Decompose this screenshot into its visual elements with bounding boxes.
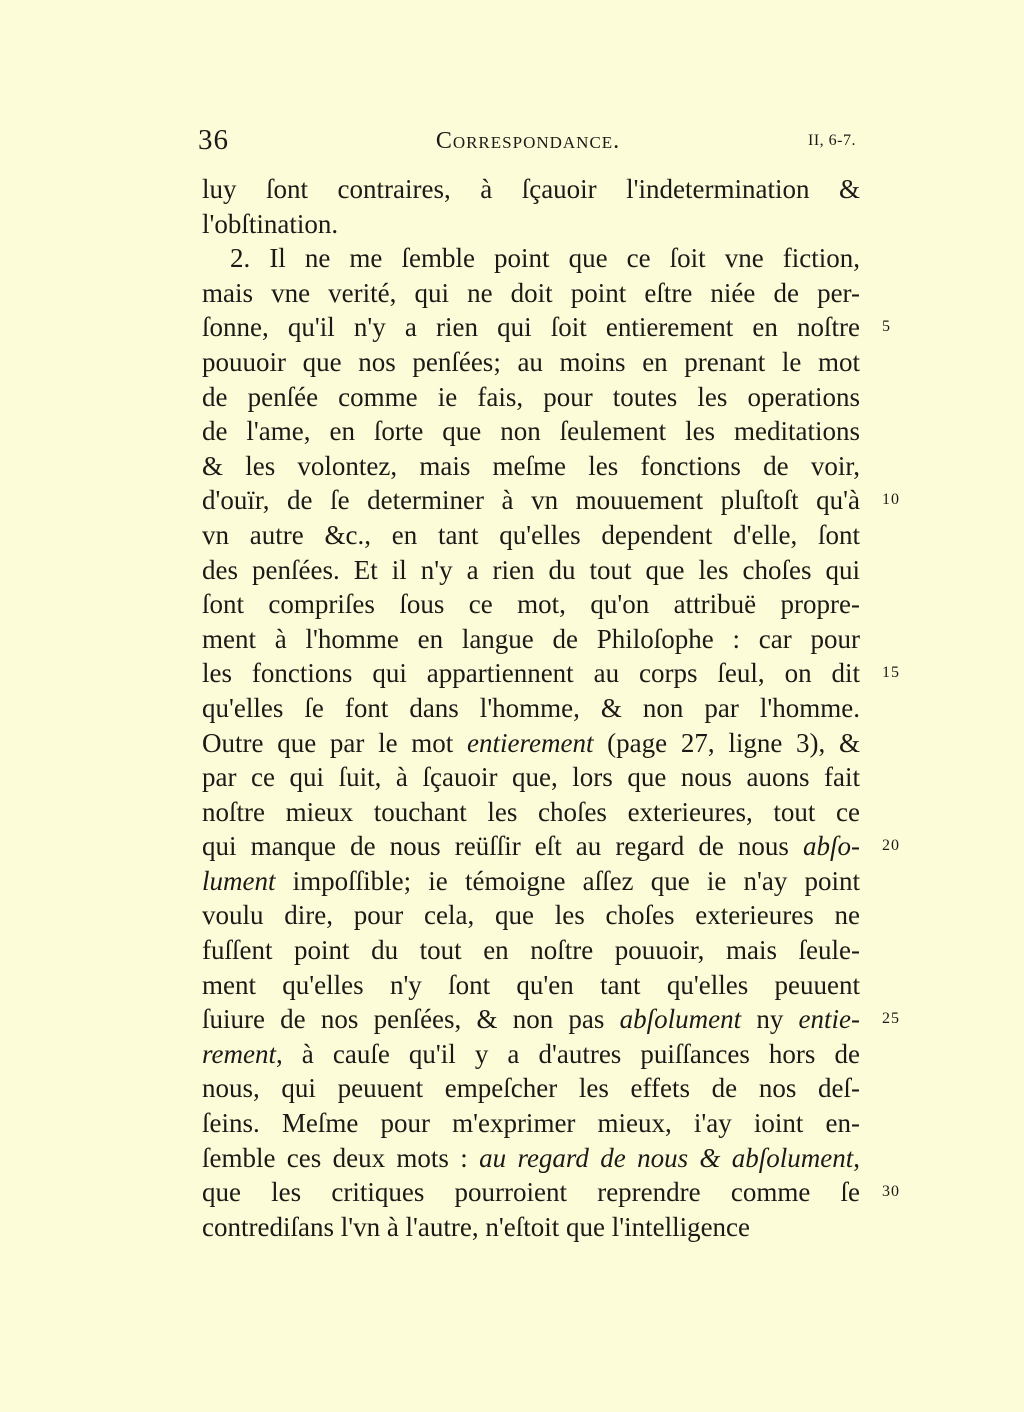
text-line — [202, 760, 860, 795]
line-text: fuſſent point du tout en noſtre pouuoir, mais ſeule- — [202, 935, 860, 966]
text-segment: impoſſible; ie témoigne aſſez que ie n'ay point — [275, 865, 860, 896]
line-text: par ce qui ſuit, à ſçauoir que, lors que nous auons fait — [202, 762, 860, 793]
text-line — [202, 553, 860, 588]
text-line — [202, 795, 860, 830]
text-line — [202, 414, 860, 449]
line-text: pouuoir que nos penſées; au moins en prenant le mot — [202, 346, 860, 377]
line-text: des penſées. Et il n'y a rien du tout que les choſes qui — [202, 554, 860, 585]
text-line — [202, 1037, 860, 1072]
line-text: 2. Il ne me ſemble point que ce ſoit vne fiction, — [230, 243, 860, 274]
text-line — [202, 1071, 860, 1106]
line-text: nous, qui peuuent empeſcher les effets de nos deſ- — [202, 1073, 860, 1104]
text-segment: ſuiure de nos penſées, & non pas — [202, 1004, 620, 1035]
line-text: & les volontez, mais meſme les fonctions de voir, — [202, 450, 860, 481]
text-line — [202, 276, 860, 311]
text-segment: , à cauſe qu'il y a d'autres puiſſances hors de — [275, 1038, 860, 1069]
text-line — [202, 587, 860, 622]
line-text: de l'ame, en ſorte que non ſeulement les meditations — [202, 416, 860, 447]
line-text: ment qu'elles n'y ſont qu'en tant qu'elles peuuent — [202, 969, 860, 1000]
line-text — [202, 831, 860, 861]
line-text: qu'elles ſe font dans l'homme, & non par l'homme. — [202, 692, 860, 723]
italic-text: abſolument — [619, 1004, 742, 1035]
line-text: ſeins. Meſme pour m'exprimer mieux, i'ay ioint en- — [202, 1108, 860, 1139]
text-line — [202, 345, 860, 380]
text-line — [202, 1002, 900, 1037]
text-line — [202, 898, 860, 933]
body-text — [202, 172, 900, 1244]
line-text: que les critiques pourroient reprendre comme ſe — [202, 1177, 860, 1208]
line-text: ſonne, qu'il n'y a rien qui ſoit entierement en noſtre — [202, 312, 860, 343]
text-line — [202, 518, 860, 553]
italic-text: lument — [202, 865, 276, 896]
text-line — [202, 310, 891, 345]
line-text — [202, 1004, 860, 1034]
line-text: de penſée comme ie fais, pour toutes les operations — [202, 381, 860, 412]
italic-text: entierement — [467, 727, 594, 758]
italic-text: entie- — [798, 1004, 860, 1035]
text-line — [202, 864, 860, 899]
line-text: vn autre &c., en tant qu'elles dependent d'elle, ſont — [202, 519, 860, 550]
line-text: noſtre mieux touchant les choſes exterieures, tout ce — [202, 796, 860, 827]
line-text: d'ouïr, de ſe determiner à vn mouuement pluſtoſt qu'à — [202, 485, 860, 516]
text-line — [202, 449, 860, 484]
text-line — [202, 380, 860, 415]
text-segment: Outre que par le mot — [202, 727, 468, 758]
line-text: luy ſont contraires, à ſçauoir l'indetermination & — [202, 174, 860, 204]
italic-text: rement — [202, 1038, 276, 1069]
line-text: ment à l'homme en langue de Philoſophe : car pour — [202, 623, 860, 654]
text-line — [202, 1175, 900, 1210]
line-number: 30 — [882, 1183, 900, 1201]
running-header — [198, 124, 858, 160]
text-line — [202, 656, 900, 691]
line-text: ſont compriſes ſous ce mot, qu'on attribuë propre- — [202, 589, 860, 620]
line-text — [202, 866, 860, 896]
text-line — [202, 1106, 860, 1141]
text-line — [202, 691, 860, 726]
text-line — [202, 172, 860, 207]
section-reference: II, 6-7. — [808, 132, 856, 149]
text-segment: , — [853, 1142, 860, 1173]
text-line — [202, 483, 900, 518]
text-line — [202, 1141, 860, 1176]
text-line — [202, 241, 860, 276]
line-number: 20 — [882, 837, 900, 855]
line-text — [202, 728, 860, 758]
line-text: mais vne verité, qui ne doit point eſtre niée de per- — [202, 277, 860, 308]
line-text: l'obſtination. — [202, 208, 339, 239]
line-number: 5 — [882, 318, 891, 336]
text-line — [202, 622, 860, 657]
text-line — [202, 933, 860, 968]
running-title: Correspondance. — [435, 128, 621, 154]
line-text — [202, 1039, 860, 1069]
text-line — [202, 968, 860, 1003]
italic-text: au regard de nous & abſolument — [479, 1142, 854, 1173]
line-text — [202, 1143, 860, 1173]
line-number: 15 — [882, 664, 900, 682]
line-number: 10 — [882, 491, 900, 509]
text-segment: qui manque de nous reüſſir eſt au regard de nous — [202, 831, 803, 862]
text-line — [202, 207, 860, 242]
line-text: voulu dire, pour cela, que les choſes exterieures ne — [202, 900, 860, 931]
line-text: les fonctions qui appartiennent au corps ſeul, on dit — [202, 658, 860, 689]
page-number: 36 — [198, 124, 229, 156]
italic-text: abſo- — [803, 831, 860, 862]
text-line — [202, 829, 900, 864]
text-segment: ſemble ces deux mots : — [202, 1142, 480, 1173]
text-line — [202, 1210, 860, 1245]
text-segment: (page 27, ligne 3), & — [593, 727, 860, 758]
text-line — [202, 726, 860, 761]
text-segment: ny — [741, 1004, 799, 1035]
line-number: 25 — [882, 1010, 900, 1028]
line-text: contrediſans l'vn à l'autre, n'eſtoit que l'intelligence — [202, 1211, 751, 1242]
